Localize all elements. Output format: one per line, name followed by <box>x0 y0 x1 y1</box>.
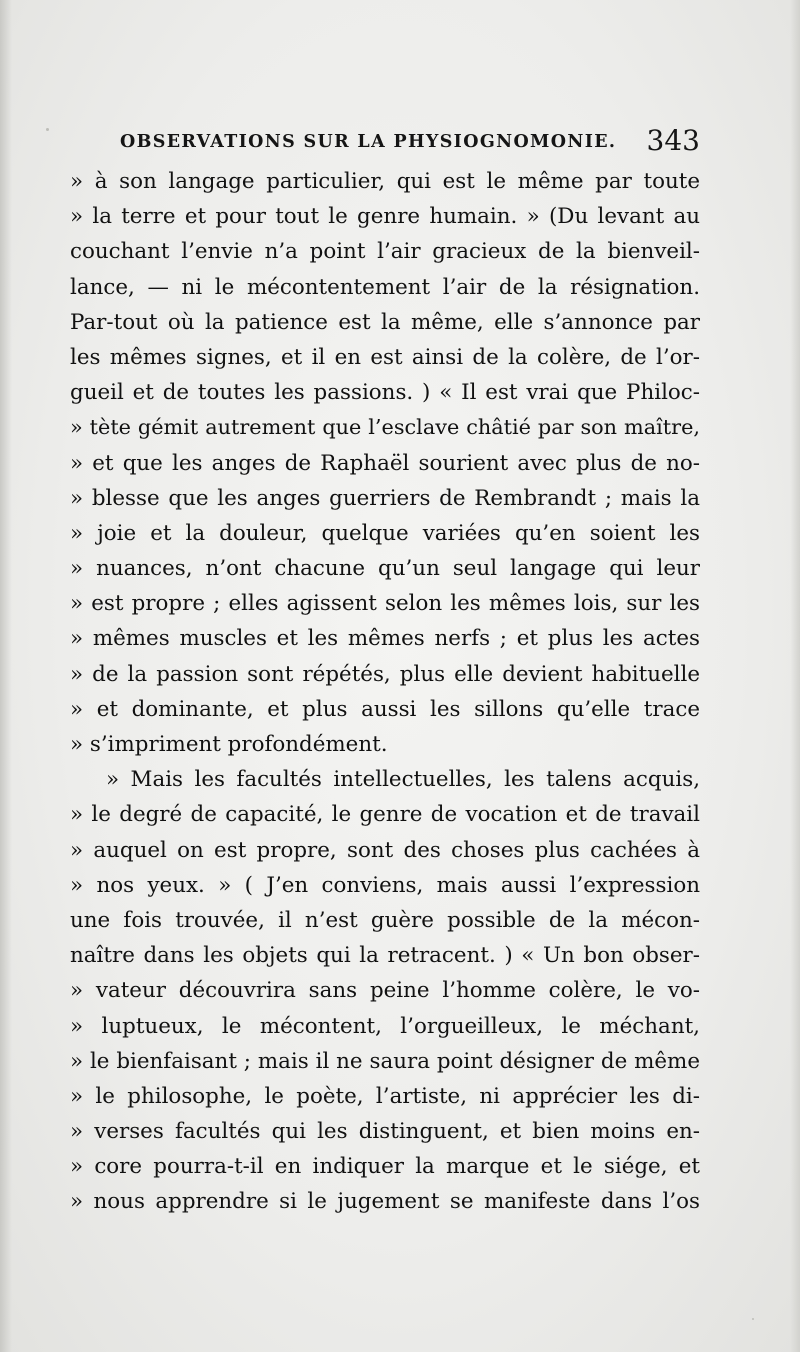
text-line: » joie et la douleur, quelque variées qu’en soient les <box>70 520 700 546</box>
text-line: » tète gémit autrement que l’esclave châtié par son maître, <box>70 415 700 440</box>
text-line: » le bienfaisant ; mais il ne saura point désigner de même <box>70 1048 700 1074</box>
text-line: gueil et de toutes les passions. ) « Il est vrai que Philoc- <box>70 380 700 406</box>
text-line: » verses facultés qui les distinguent, et bien moins en- <box>70 1119 700 1145</box>
paper-speck <box>752 1318 754 1320</box>
page-number: 343 <box>646 124 700 157</box>
text-line: couchant l’envie n’a point l’air gracieux de la bienveil- <box>70 239 700 265</box>
text-line: » core pourra-t-il en indiquer la marque et le siége, et <box>70 1154 700 1180</box>
text-line: » de la passion sont répétés, plus elle devient habituelle <box>70 661 700 687</box>
text-line: » mêmes muscles et les mêmes nerfs ; et plus les actes <box>70 626 700 652</box>
text-line: » s’impriment profondément. <box>70 732 388 757</box>
text-line: » et que les anges de Raphaël sourient avec plus de no- <box>70 450 700 476</box>
text-line: » la terre et pour tout le genre humain. » (Du levant au <box>70 204 700 230</box>
text-line: » nuances, n’ont chacune qu’un seul langage qui leur <box>70 556 700 582</box>
text-line: » le philosophe, le poète, l’artiste, ni apprécier les di- <box>70 1083 700 1109</box>
text-line: naître dans les objets qui la retracent. ) « Un bon obser- <box>70 943 700 969</box>
body-text <box>70 164 700 1220</box>
text-line: les mêmes signes, et il en est ainsi de la colère, de l’or- <box>70 344 700 370</box>
text-line: » blesse que les anges guerriers de Rembrandt ; mais la <box>70 485 700 511</box>
text-line: » le degré de capacité, le genre de vocation et de travail <box>70 802 700 828</box>
text-line: » luptueux, le mécontent, l’orgueilleux, le méchant, <box>70 1013 700 1039</box>
page-header <box>120 124 700 164</box>
text-line: » et dominante, et plus aussi les sillons qu’elle trace <box>70 696 700 722</box>
text-line: une fois trouvée, il n’est guère possible de la mécon- <box>70 907 700 933</box>
page-edge-shadow <box>0 0 12 1352</box>
text-line: » Mais les facultés intellectuelles, les talens acquis, <box>106 767 700 793</box>
paper-speck <box>46 128 49 131</box>
page-edge-shadow <box>790 0 800 1352</box>
running-head: OBSERVATIONS SUR LA PHYSIOGNOMONIE. <box>120 132 617 152</box>
text-line: » est propre ; elles agissent selon les mêmes lois, sur les <box>70 591 700 617</box>
text-line: » nous apprendre si le jugement se manifeste dans l’os <box>70 1189 700 1215</box>
text-line: lance, — ni le mécontentement l’air de la résignation. <box>70 274 700 300</box>
text-line: » nos yeux. » ( J’en conviens, mais aussi l’expression <box>70 872 700 898</box>
text-line: » auquel on est propre, sont des choses plus cachées à <box>70 837 700 863</box>
text-line: Par-tout où la patience est la même, elle s’annonce par <box>70 309 700 335</box>
text-line: » à son langage particulier, qui est le même par toute <box>70 169 700 194</box>
text-line: » vateur découvrira sans peine l’homme colère, le vo- <box>70 978 700 1004</box>
